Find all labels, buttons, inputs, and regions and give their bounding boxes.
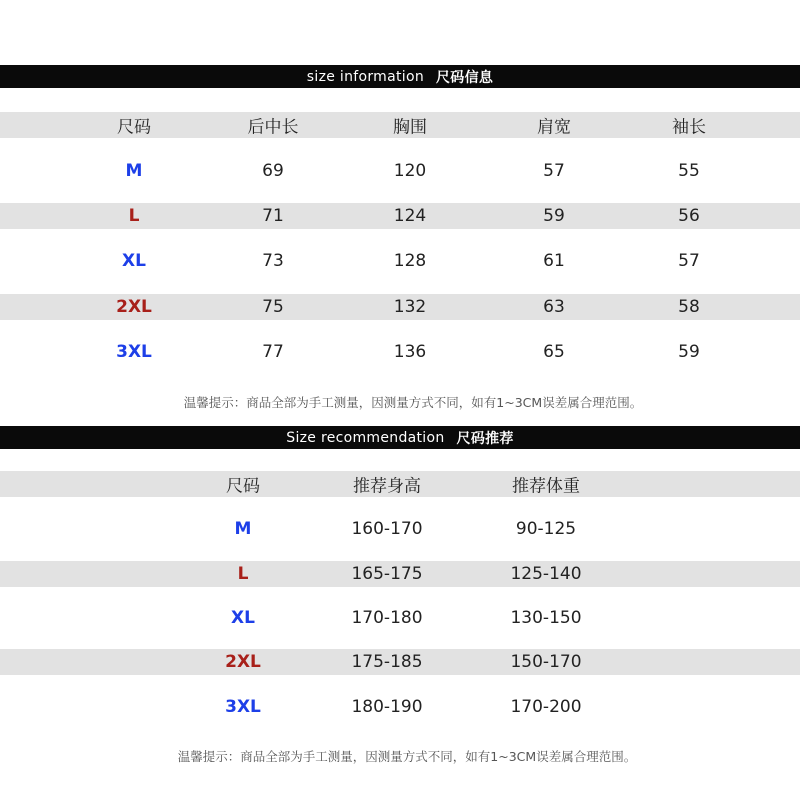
table-cell: 125-140 [510, 564, 582, 584]
table-cell: 57 [678, 251, 700, 271]
size-information-banner [0, 65, 800, 88]
table-cell: 124 [393, 206, 427, 226]
size-label-l: L [128, 206, 140, 226]
table-cell: 132 [393, 297, 427, 317]
size-recommendation-banner [0, 426, 800, 449]
size-label-m: M [125, 161, 143, 181]
table-cell: 55 [678, 161, 700, 181]
header-shoulder: 肩宽 [537, 117, 571, 138]
header-size: 尺码 [117, 117, 151, 138]
table-cell: 63 [543, 297, 565, 317]
table-cell: 59 [678, 342, 700, 362]
banner-title-en: size information [306, 68, 424, 85]
header-recommended-height: 推荐身高 [353, 476, 421, 497]
size-label-m: M [234, 519, 252, 539]
table-cell: 160-170 [351, 519, 423, 539]
table-cell: 75 [262, 297, 284, 317]
table-cell: 58 [678, 297, 700, 317]
table-cell: 57 [543, 161, 565, 181]
table-cell: 136 [393, 342, 427, 362]
size-label-2xl: 2XL [116, 297, 152, 317]
table-cell: 128 [393, 251, 427, 271]
banner-title-zh: 尺码信息 [436, 69, 494, 86]
table-cell: 65 [543, 342, 565, 362]
banner-title-zh: 尺码推荐 [456, 430, 514, 447]
table-cell: 73 [262, 251, 284, 271]
measurement-note: 温馨提示：商品全部为手工测量，因测量方式不同，如有1~3CM误差属合理范围。 [183, 395, 643, 410]
table-cell: 175-185 [351, 652, 423, 672]
table-cell: 90-125 [515, 519, 577, 539]
header-size: 尺码 [226, 476, 260, 497]
size-label-xl: XL [231, 608, 255, 628]
table-cell: 130-150 [510, 608, 582, 628]
table-cell: 120 [393, 161, 427, 181]
measurement-note: 温馨提示：商品全部为手工测量，因测量方式不同，如有1~3CM误差属合理范围。 [177, 749, 637, 764]
table-cell: 71 [262, 206, 284, 226]
header-sleeve: 袖长 [672, 117, 706, 138]
size-label-3xl: 3XL [116, 342, 152, 362]
table-cell: 69 [262, 161, 284, 181]
table-cell: 59 [543, 206, 565, 226]
banner-title-en: Size recommendation [286, 429, 445, 446]
size-label-2xl: 2XL [225, 652, 261, 672]
table-cell: 170-200 [510, 697, 582, 717]
table-cell: 56 [678, 206, 700, 226]
header-chest: 胸围 [393, 117, 427, 138]
table-cell: 61 [543, 251, 565, 271]
size-label-3xl: 3XL [225, 697, 261, 717]
size-label-xl: XL [122, 251, 146, 271]
table-cell: 180-190 [351, 697, 423, 717]
table-cell: 77 [262, 342, 284, 362]
table-cell: 150-170 [510, 652, 582, 672]
header-back-length: 后中长 [247, 117, 299, 138]
table-cell: 170-180 [351, 608, 423, 628]
table-cell: 165-175 [351, 564, 423, 584]
header-recommended-weight: 推荐体重 [512, 476, 580, 497]
size-label-l: L [237, 564, 249, 584]
